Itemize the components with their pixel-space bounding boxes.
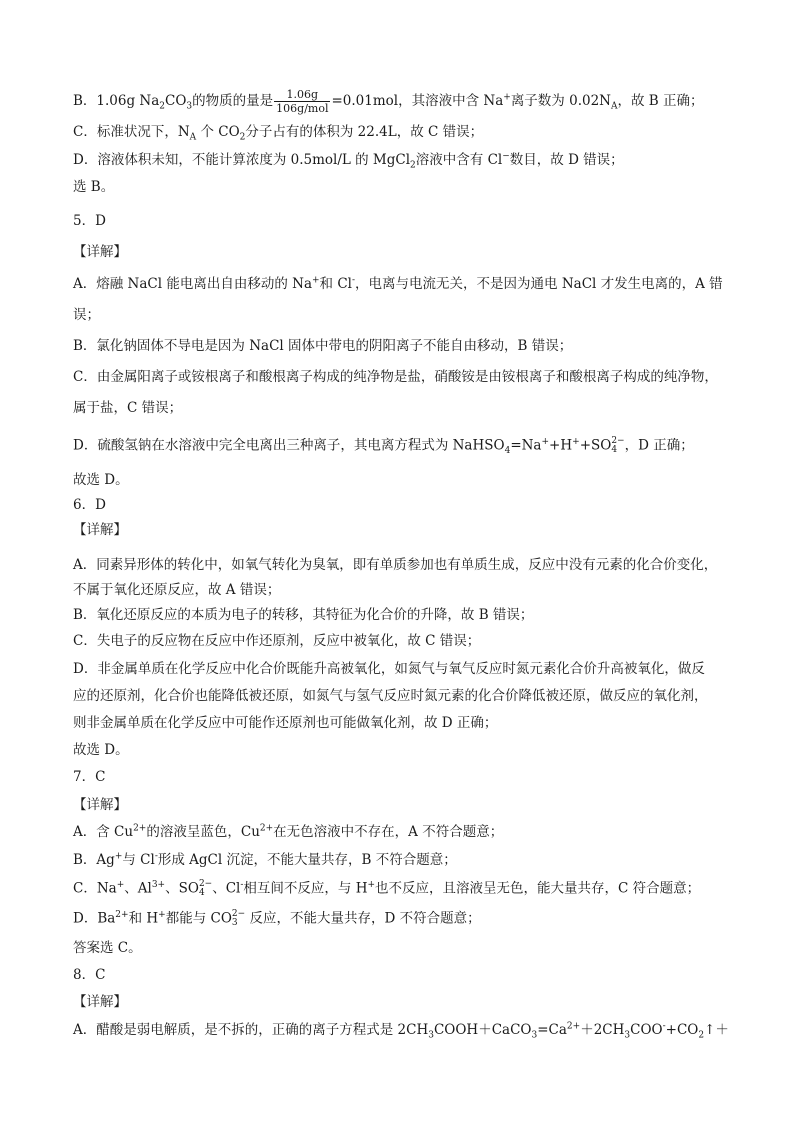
text: 和 Cl [319, 276, 352, 292]
superscript: + [367, 880, 376, 890]
superscript: + [114, 851, 123, 862]
text: 、Al [124, 880, 152, 897]
text: +SO [579, 437, 612, 454]
answer-5-option-a [73, 276, 733, 292]
superscript: + [503, 92, 511, 103]
text: A．醋酸是弱电解质，是不拆的，正确的离子方程式是 2CH [73, 1022, 429, 1038]
answer-5-option-c: C．由金属阳离子或铵根离子和酸根离子构成的纯净物是盐，硝酸铵是由铵根离子和酸根离子构成的纯净物， [73, 369, 718, 385]
answer-4-option-d [73, 151, 733, 171]
answer-7-option-a [73, 824, 733, 840]
superscript: 3+ [151, 880, 166, 890]
text: 、Cl [212, 880, 241, 897]
text: D．硫酸氢钠在水溶液中完全电离出三种离子，其电离方程式为 NaHSO [73, 437, 505, 454]
text: 与 Cl [122, 852, 155, 868]
text: 分子占有的体积为 22.4L，故 C 错误； [245, 124, 484, 140]
text: ↑＋ [704, 1022, 729, 1038]
text: A．熔融 NaCl 能电离出自由移动的 Na [73, 276, 312, 292]
text: 溶液中含有 Cl [415, 152, 503, 168]
answer-5-option-b: B．氯化钠固体不导电是因为 NaCl 固体中带电的阴阳离子不能自由移动，B 错误； [73, 338, 573, 354]
superscript: 2+ [259, 823, 274, 834]
subscript: A [610, 101, 618, 112]
answer-7-option-d [73, 910, 733, 928]
answer-7-option-b [73, 852, 733, 868]
text: CO [165, 93, 187, 109]
superscript: - [240, 880, 244, 890]
answer-6-heading: 6．D [73, 497, 106, 513]
ion-charge-stack [232, 910, 245, 928]
answer-6-conclusion: 故选 D。 [73, 742, 129, 758]
superscript: + [116, 880, 125, 890]
fraction-denominator: 106g/mol [276, 102, 329, 115]
answer-8-detail-label: 【详解】 [73, 994, 127, 1010]
answer-5-option-d [73, 437, 733, 455]
text: COOH＋CaCO [433, 1022, 532, 1038]
text: 离子数为 0.02N [510, 93, 611, 109]
subscript: 3 [231, 918, 238, 928]
superscript: + [158, 910, 166, 920]
answer-8-option-a [73, 1021, 733, 1041]
text: 、SO [165, 880, 199, 897]
subscript: 2 [698, 1030, 705, 1041]
subscript: 3 [428, 1030, 434, 1041]
text: C．Na [73, 880, 117, 897]
text: 相互间不反应，与 H [243, 880, 368, 897]
text: 形成 AgCl 沉淀，不能大量共存，B 不符合题意； [157, 852, 457, 868]
answer-6-detail-label: 【详解】 [73, 522, 127, 538]
subscript: 2 [410, 160, 416, 171]
superscript: + [541, 437, 550, 447]
text: =Ca [537, 1022, 567, 1038]
text: D．Ba [73, 910, 116, 927]
answer-5-detail-label: 【详解】 [73, 244, 127, 260]
answer-6-option-a-cont: 不属于氧化还原反应，故 A 错误； [73, 582, 281, 598]
text: 的溶液呈蓝色，Cu [146, 824, 260, 840]
text: 的物质的量是 [192, 93, 274, 109]
text: ，故 B 正确； [617, 93, 704, 109]
text: C．标准状况下，N [73, 124, 190, 140]
superscript: - [662, 1021, 666, 1032]
text: ，D 正确； [624, 437, 694, 454]
superscript: 2+ [566, 1021, 581, 1032]
answer-6-option-d: D．非金属单质在化学反应中化合价既能升高被氧化，如氮气与氧气反应时氮元素化合价升高被氧化，做反 [73, 661, 705, 677]
superscript: 2+ [133, 823, 147, 834]
superscript: − [502, 151, 510, 162]
ion-charge-stack [199, 880, 212, 898]
text: +H [549, 437, 573, 454]
subscript: 4 [198, 888, 205, 898]
subscript: 3 [624, 1030, 631, 1041]
answer-5-conclusion: 故选 D。 [73, 472, 129, 488]
text: 和 H [128, 910, 159, 927]
text: B．Ag [73, 852, 115, 868]
text: D．溶液体积未知，不能计算浓度为 0.5mol/L 的 MgCl [73, 152, 411, 168]
superscript: + [572, 437, 580, 447]
answer-6-option-d-cont-2: 则非金属单质在化学反应中可能作还原剂也可能做氧化剂，故 D 正确； [73, 715, 498, 731]
text: 反应，不能大量共存，D 不符合题意； [245, 910, 481, 927]
text: ＋2CH [580, 1022, 625, 1038]
answer-5-option-a-cont: 误； [73, 307, 100, 323]
answer-7-detail-label: 【详解】 [73, 797, 127, 813]
answer-4-conclusion: 选 B。 [73, 179, 115, 195]
text: =0.01mol，其溶液中含 Na [331, 93, 504, 109]
answer-6-option-b: B．氧化还原反应的本质为电子的转移，其特征为化合价的升降，故 B 错误； [73, 607, 534, 623]
superscript: - [154, 851, 158, 862]
superscript: + [312, 275, 320, 286]
answer-7-heading: 7．C [73, 769, 106, 785]
subscript: A [189, 132, 197, 143]
answer-6-option-c: C．失电子的反应物在反应中作还原剂，反应中被氧化，故 C 错误； [73, 633, 481, 649]
text: 也不反应，且溶液呈无色，能大量共存，C 符合题意； [375, 880, 701, 897]
text: B．1.06g Na [73, 93, 160, 109]
text: 数目，故 D 错误； [509, 152, 624, 168]
superscript: 2− [198, 879, 213, 889]
answer-7-option-c [73, 880, 733, 898]
ion-charge-stack [611, 437, 624, 455]
text: 个 CO [196, 124, 240, 140]
superscript: - [352, 275, 356, 286]
subscript: 2 [239, 132, 246, 143]
fraction [274, 88, 330, 115]
text: A．含 Cu [73, 824, 134, 840]
subscript: 2 [159, 101, 166, 112]
superscript: 2− [611, 436, 625, 446]
answer-5-option-c-cont: 属于盐，C 错误； [73, 400, 183, 416]
answer-4-option-b [73, 88, 733, 115]
text: COO [630, 1022, 663, 1038]
text: +CO [665, 1022, 699, 1038]
fraction-numerator: 1.06g [274, 88, 330, 102]
answer-5-heading: 5．D [73, 213, 106, 229]
subscript: 3 [531, 1030, 538, 1041]
answer-6-option-d-cont-1: 应的还原剂，化合价也能降低被还原，如氮气与氢气反应时氮元素的化合价降低被还原，做反应的氧化剂， [73, 688, 708, 704]
superscript: 2+ [115, 910, 129, 920]
text: 都能与 CO [165, 910, 232, 927]
answer-6-option-a: A．同素异形体的转化中，如氧气转化为臭氧，即有单质参加也有单质生成，反应中没有元素的化合价变化， [73, 557, 718, 573]
text: 在无色溶液中不存在，A 不符合题意； [273, 824, 504, 840]
answer-7-conclusion: 答案选 C。 [73, 940, 142, 956]
answer-8-heading: 8．C [73, 967, 106, 983]
text: ，电离与电流无关，不是因为通电 NaCl 才发生电离的，A 错 [355, 276, 723, 292]
answer-4-option-c [73, 124, 733, 143]
superscript: 2− [231, 909, 246, 919]
subscript: 3 [186, 101, 193, 112]
subscript: 4 [504, 446, 511, 457]
text: =Na [510, 437, 542, 454]
subscript: 4 [611, 445, 618, 455]
